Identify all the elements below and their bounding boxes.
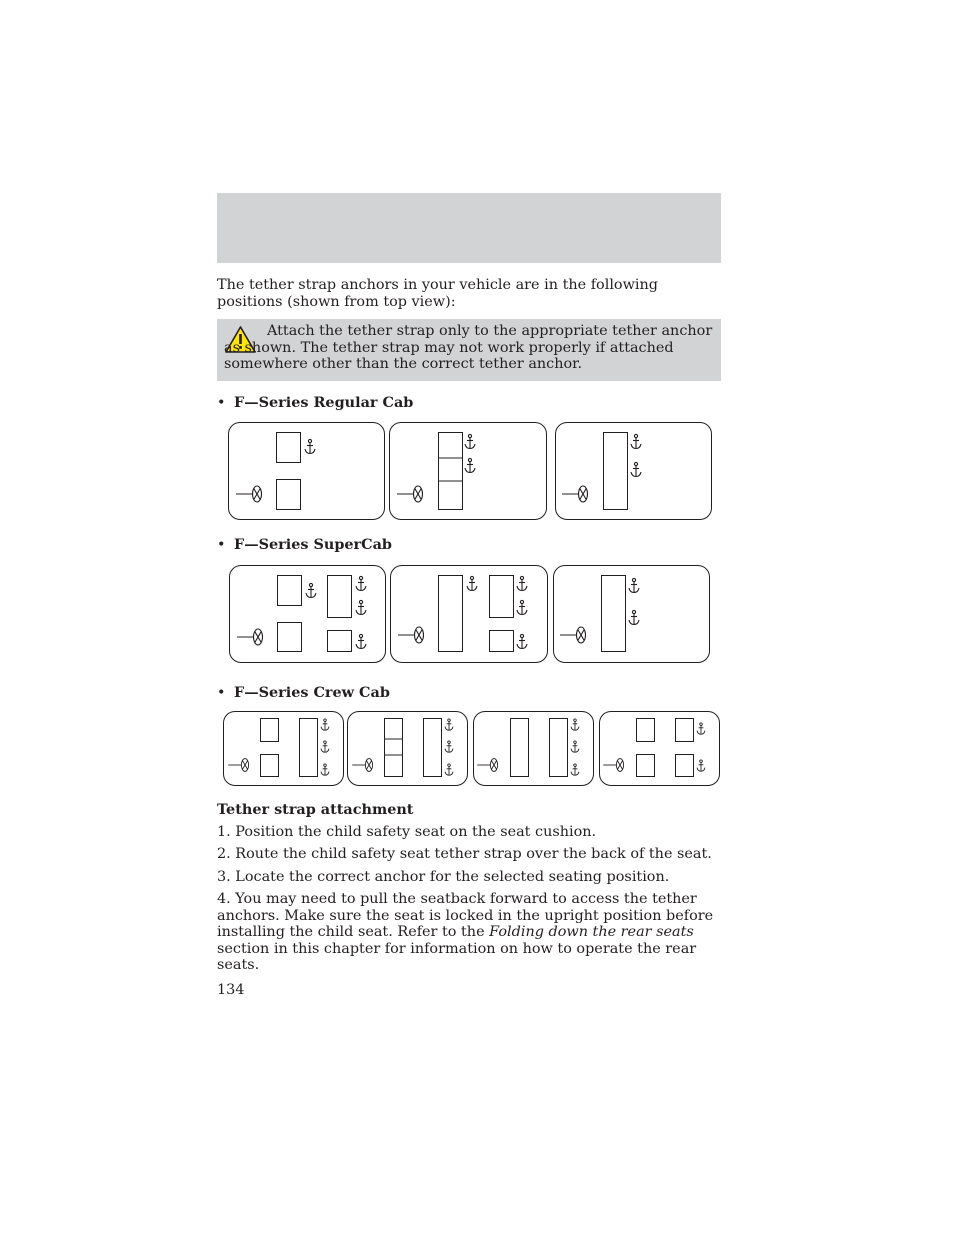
seat — [277, 480, 301, 510]
anchor-icon — [321, 719, 329, 730]
step-1: 1. Position the child safety seat on the seat cushion. — [217, 824, 597, 840]
section-label-regular-cab: • F—Series Regular Cab — [217, 394, 414, 411]
steering-wheel-icon — [237, 629, 263, 645]
seat — [637, 755, 655, 777]
steering-wheel-icon — [477, 759, 497, 772]
page-number: 134 — [217, 982, 245, 998]
anchor-icon — [697, 760, 705, 771]
anchor-icon — [571, 741, 579, 752]
anchor-icon — [631, 434, 641, 448]
seat — [637, 719, 655, 742]
rear-bench — [300, 719, 318, 777]
supercab-diagram-3 — [553, 565, 710, 663]
anchor-icon — [697, 723, 705, 734]
rear-seat — [676, 719, 694, 742]
anchor-icon — [306, 583, 316, 597]
rear-bench — [550, 719, 568, 777]
rear-seat — [328, 631, 352, 652]
crew-cab-diagram-3 — [473, 711, 594, 786]
rear-seat — [490, 631, 514, 652]
seat — [261, 755, 279, 777]
bench-seat — [439, 576, 463, 652]
rear-bench — [424, 719, 442, 777]
regular-cab-diagram-2 — [389, 422, 547, 520]
rear-seat — [490, 576, 514, 618]
seat — [261, 719, 279, 742]
rear-seat — [328, 576, 352, 618]
section-label-supercab: • F—Series SuperCab — [217, 536, 392, 553]
seat — [278, 623, 302, 652]
regular-cab-diagram-3 — [555, 422, 712, 520]
crew-cab-diagram-2 — [347, 711, 468, 786]
anchor-icon — [445, 764, 453, 775]
anchor-icon — [356, 600, 366, 614]
bench-seat — [602, 576, 626, 652]
seat — [278, 576, 302, 606]
crew-cab-diagram-4 — [599, 711, 720, 786]
cross-reference: Folding down the rear seats — [489, 924, 694, 940]
anchor-icon — [305, 439, 315, 453]
steering-wheel-icon — [236, 486, 262, 502]
anchor-icon — [467, 576, 477, 590]
intro-paragraph: The tether strap anchors in your vehicle are in the following positions (shown from top view): — [217, 277, 658, 310]
anchor-icon — [356, 576, 366, 590]
anchor-icon — [571, 719, 579, 730]
anchor-icon — [465, 434, 475, 448]
anchor-icon — [629, 578, 639, 592]
anchor-icon — [356, 634, 366, 648]
regular-cab-diagram-1 — [228, 422, 385, 520]
supercab-diagram-2 — [390, 565, 548, 663]
section-label-crew-cab: • F—Series Crew Cab — [217, 684, 390, 701]
steering-wheel-icon — [560, 627, 586, 643]
subhead-tether-attachment: Tether strap attachment — [217, 801, 414, 818]
anchor-icon — [629, 610, 639, 624]
warning-text: Attach the tether strap only to the appropriate tether anchor as shown. The tether strap may not work properly if attached somewhere other than the correct tether anchor. — [224, 323, 713, 372]
bench-seat — [439, 433, 463, 510]
steering-wheel-icon — [398, 627, 424, 643]
steering-wheel-icon — [228, 759, 248, 772]
bench-seat — [385, 719, 403, 777]
warning-box — [217, 319, 721, 381]
anchor-icon — [321, 741, 329, 752]
seat — [277, 433, 301, 463]
step-2: 2. Route the child safety seat tether strap over the back of the seat. — [217, 846, 712, 862]
rear-seat — [676, 755, 694, 777]
crew-cab-diagram-1 — [223, 711, 344, 786]
bench-seat — [604, 433, 628, 510]
step-3: 3. Locate the correct anchor for the selected seating position. — [217, 869, 670, 885]
anchor-icon — [517, 634, 527, 648]
supercab-diagram-1 — [229, 565, 386, 663]
anchor-icon — [465, 458, 475, 472]
chapter-header-bar — [217, 193, 721, 263]
step-4: 4. You may need to pull the seatback forward to access the tether anchors. Make sure the seat is locked in the upright position before installing the child seat. Refer to the Folding down the rear seats section in this chapter for information on how to operate the rear seats. — [217, 891, 714, 973]
steering-wheel-icon — [562, 486, 588, 502]
anchor-icon — [445, 719, 453, 730]
steering-wheel-icon — [397, 486, 423, 502]
anchor-icon — [631, 462, 641, 476]
steering-wheel-icon — [352, 759, 372, 772]
steering-wheel-icon — [603, 759, 623, 772]
anchor-icon — [517, 576, 527, 590]
bench-seat — [511, 719, 529, 777]
anchor-icon — [571, 764, 579, 775]
anchor-icon — [517, 600, 527, 614]
anchor-icon — [321, 764, 329, 775]
anchor-icon — [445, 741, 453, 752]
